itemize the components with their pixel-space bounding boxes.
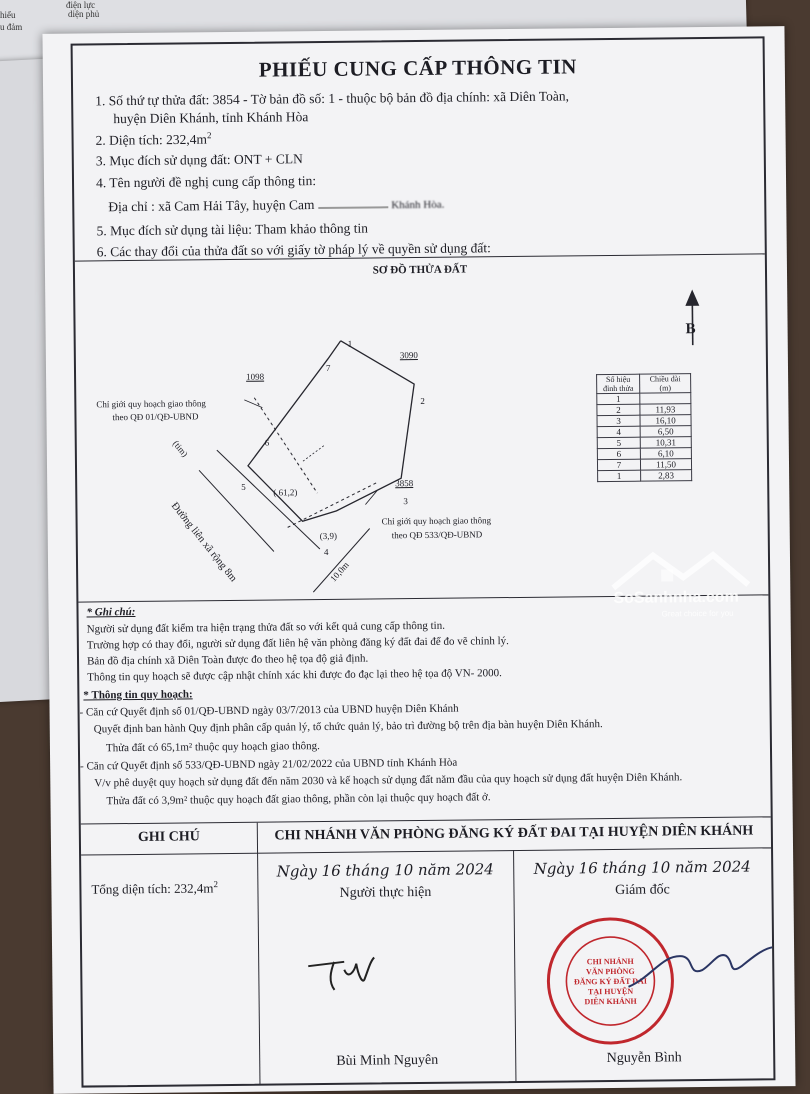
north-label: B [685,321,696,338]
item-land-use: 3. Mục đích sử dụng đất: ONT + CLN [95,151,303,169]
table-header: Số hiệu đỉnh thửa [597,374,640,393]
item-address: Địa chỉ : xã Cam Hải Tây, huyện Cam Khánh Hòa. [108,197,445,215]
area-label: ( 61,2) [273,487,298,498]
item-parcel-location: huyện Diên Khánh, tỉnh Khánh Hòa [113,109,309,127]
vertex-label: 3 [403,496,408,507]
notes-heading: * Ghi chú: [86,605,136,619]
table-cell: 10,31 [640,437,691,449]
table-cell [640,393,691,405]
note-line: Quyết định ban hành Quy định phân cấp quản lý, tổ chức quản lý, bảo trì đường bộ trên địa bàn huyện Diên Khánh. [93,718,603,736]
page-title: PHIẾU CUNG CẤP THÔNG TIN [258,54,578,82]
table-cell: 11,93 [640,404,691,416]
vertex-label: 2 [420,395,425,406]
planning-note-01: Chỉ giới quy hoạch giao thông [96,398,206,410]
road-direction-line [303,445,325,461]
role-director: Giám đốc [614,882,670,898]
planning-line-b [287,482,377,527]
area-label-small: (3,9) [319,530,338,542]
table-row [598,470,692,482]
edge-length-table [596,373,692,482]
planning-note-533: theo QĐ 533/QĐ-UBND [391,529,483,541]
under-text: hiểu [0,10,16,20]
note-line: Thửa đất có 3,9m² thuộc quy hoạch đất giao thông, phần còn lại thuộc quy hoạch đất ở. [106,791,491,808]
note-line: Thông tin quy hoạch sẽ được cập nhật chính xác khi được đo đạc lại theo hệ tọa độ VN- 2000. [87,667,502,684]
item-area: 2. Diện tích: $232,4m^2$ [95,130,212,148]
under-text: diện phủ [68,9,100,19]
item-changes: 6. Các thay đổi của thửa đất so với giấy tờ pháp lý về quyền sử dụng đất: [96,240,491,260]
table-cell: 6 [597,448,640,459]
notes-column-title: GHI CHÚ [137,829,200,845]
total-area: Tổng diện tích: $232,4m^2$ [91,879,218,897]
item-purpose: 5. Mục đích sử dụng tài liệu: Tham khảo thông tin [96,220,369,239]
vertex-label: 4 [323,546,329,557]
neighbor-parcel-label: 1098 [246,371,265,382]
note-line: Thửa đất có 65,1m² thuộc quy hoạch giao thông. [105,740,320,755]
note-line: Trường hợp có thay đổi, người sử dụng đất liên hệ văn phòng đăng ký đất đai để đo vẽ chỉnh lý. [86,635,509,652]
planning-note-01: theo QĐ 01/QĐ-UBND [112,411,199,423]
note-line: - Căn cứ Quyết định số 533/QĐ-UBND ngày 21/02/2022 của UBND tỉnh Khánh Hòa [80,756,458,773]
table-cell: 11,50 [640,459,691,471]
watermark-tagline: Great choice for you [661,608,734,619]
road-centerline-label: (tim) [170,438,190,459]
neighbor-parcel-label: 3858 [395,478,414,489]
vertex-label: 6 [264,437,270,448]
note-line: V/v phê duyệt quy hoạch sử dụng đất đến năm 2030 và kế hoạch sử dụng đất năm đầu của quy hoạch sử dụng đất huyện Diên Khánh. [94,771,683,790]
note-line: Người sử dụng đất kiểm tra hiện trạng thửa đất so với kết quả cung cấp thông tin. [86,619,445,636]
road-edge [217,449,320,550]
table-cell: 6,10 [640,448,691,460]
table-header-row [597,374,691,394]
planning-note-533: Chỉ giới quy hoạch giao thông [381,515,492,527]
note-line: Bản đồ địa chính xã Diên Toàn được đo theo hệ tọa độ giả định. [86,652,369,668]
road-width-label: 10,0m [328,559,351,584]
vertex-label: 5 [241,481,246,492]
sosanhnha-watermark [603,547,754,629]
item-requester: 4. Tên người đề nghị cung cấp thông tin: [95,173,317,191]
table-cell: 2 [597,404,640,415]
director-signature [622,935,783,1007]
under-text: u đảm [0,22,23,32]
table-cell: 6,50 [640,426,691,438]
role-performer: Người thực hiện [339,884,432,901]
road-label: Đường liên xã rộng 8m [168,500,239,585]
road-edge [199,470,274,553]
planning-heading: * Thông tin quy hoạch: [83,688,193,702]
watermark-brand: SoSanhnha.com [613,588,739,607]
neighbor-parcel-label: 3090 [399,350,418,361]
office-title: CHI NHÁNH VĂN PHÒNG ĐĂNG KÝ ĐẤT ĐAI TẠI HUYỆN DIÊN KHÁNH [274,823,754,844]
vertex-label: 7 [325,362,331,373]
director-name: Nguyễn Bình [606,1050,682,1067]
vertex-label: 1 [347,338,353,349]
leader-line [244,400,262,408]
table-cell: 1 [597,393,640,404]
table-cell: 5 [597,437,640,448]
table-cell: 16,10 [640,415,691,427]
table-cell: 2,83 [641,470,692,482]
table-cell: 3 [597,415,640,426]
under-text: điện lực [66,0,96,10]
diagram-heading: SƠ ĐỒ THỬA ĐẤT [372,263,468,277]
stamp-text: CHI NHÁNH VĂN PHÒNG ĐĂNG KÝ ĐẤT ĐAI TẠI HUYỆN DIÊN KHÁNH [573,956,647,1007]
date-left: Ngày 16 tháng 10 năm 2024 [276,860,494,881]
performer-signature [304,949,395,1000]
table-header: Chiều dài (m) [640,374,691,394]
document-sheet [42,26,795,1094]
house-logo-icon [603,547,753,593]
performer-name: Bùi Minh Nguyên [336,1052,439,1069]
signature-section [81,816,774,1086]
note-line: - Căn cứ Quyết định số 01/QĐ-UBND ngày 03/7/2013 của UBND huyện Diên Khánh [79,702,459,719]
north-arrow-head [686,291,698,305]
table-cell: 1 [598,470,641,481]
date-right: Ngày 16 tháng 10 năm 2024 [533,857,751,878]
row-divider [81,847,771,855]
item-parcel-number: 1. Số thứ tự thửa đất: 3854 - Tờ bản đồ số: 1 - thuộc bộ bản đồ địa chính: xã Diên Toàn, [95,88,570,109]
parcel-boundary [247,340,416,522]
table-cell: 4 [597,426,640,437]
table-cell: 7 [597,459,640,470]
